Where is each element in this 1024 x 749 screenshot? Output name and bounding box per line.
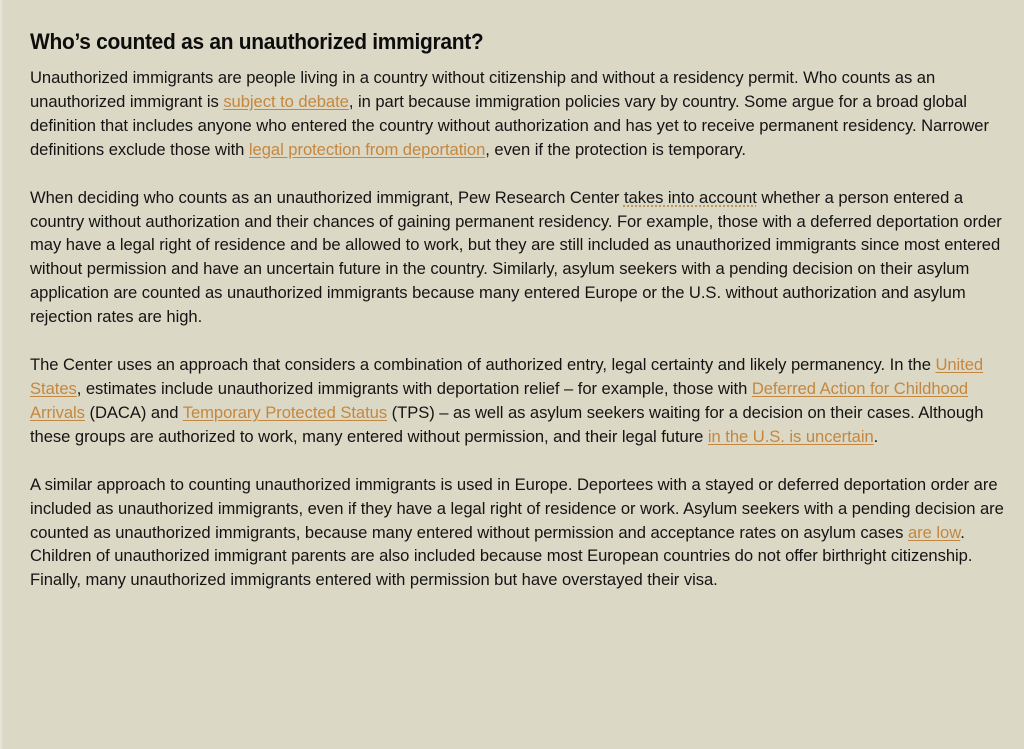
text-segment: The Center uses an approach that considers a combination of authorized entry, legal certainty and likely permanency. In the [30,355,936,375]
link-daca[interactable]: Deferred Action for Childhood Arrivals [30,378,969,422]
text-segment: , even if the protection is temporary. [485,139,746,159]
text-segment: (DACA) and [84,402,183,422]
paragraph-europe-approach [30,473,1005,593]
explainer-box [30,26,1005,616]
text-segment: whether a person entered a country without authorization and their chances of gaining permanent residency. For example, those with a deferred deportation order may have a legal right of residence and be allowed to work, but they are still included as unauthorized immigrants since most entered without permission and have an uncertain future in the country. Similarly, asylum seekers with a pending decision on their asylum application are counted as unauthorized immigrants because many entered Europe or the U.S. without authorization and asylum rejection rates are high. [30,187,1002,327]
tooltip-term-takes-into-account[interactable]: takes into account [623,187,757,207]
text-segment: When deciding who counts as an unauthorized immigrant, Pew Research Center [30,187,624,207]
text-segment: (TPS) – as well as asylum seekers waiting for a decision on their cases. Although these groups are authorized to work, many entered without permission, and their legal future [30,402,984,446]
box-title: Who’s counted as an unauthorized immigrant? [30,29,484,54]
text-segment: . Children of unauthorized immigrant parents are also included because most European countries do not offer birthright citizenship. Finally, many unauthorized immigrants entered with permission but have overstayed their visa. [30,522,973,590]
paragraph-us-approach [30,353,1005,449]
link-united-states[interactable]: United States [30,355,984,398]
link-tps[interactable]: Temporary Protected Status [182,402,388,422]
link-legal-protection-from-deportation[interactable]: legal protection from deportation [248,139,486,159]
text-segment: . [873,426,879,446]
text-segment: , estimates include unauthorized immigrants with deportation relief – for example, those with [76,378,752,398]
paragraph-definition [30,66,1005,162]
link-are-low[interactable]: are low [908,522,961,542]
link-subject-to-debate[interactable]: subject to debate [223,91,349,111]
paragraph-pew-approach [30,186,1005,329]
link-us-uncertain[interactable]: in the U.S. is uncertain [707,426,874,446]
text-segment: A similar approach to counting unauthorized immigrants is used in Europe. Deportees with a stayed or deferred deportation order are included as unauthorized immigrants, even if they have a legal right of residence or work. Asylum seekers with a pending decision are counted as unauthorized immigrants, because many entered without permission and acceptance rates on asylum cases [30,474,1004,542]
text-segment: Unauthorized immigrants are people living in a country without citizenship and without a residency permit. Who counts as an unauthorized immigrant is [30,68,936,111]
text-segment: , in part because immigration policies vary by country. Some argue for a broad global definition that includes anyone who entered the country without authorization and has yet to receive permanent residency. Narrower definitions exclude those with [30,91,989,159]
